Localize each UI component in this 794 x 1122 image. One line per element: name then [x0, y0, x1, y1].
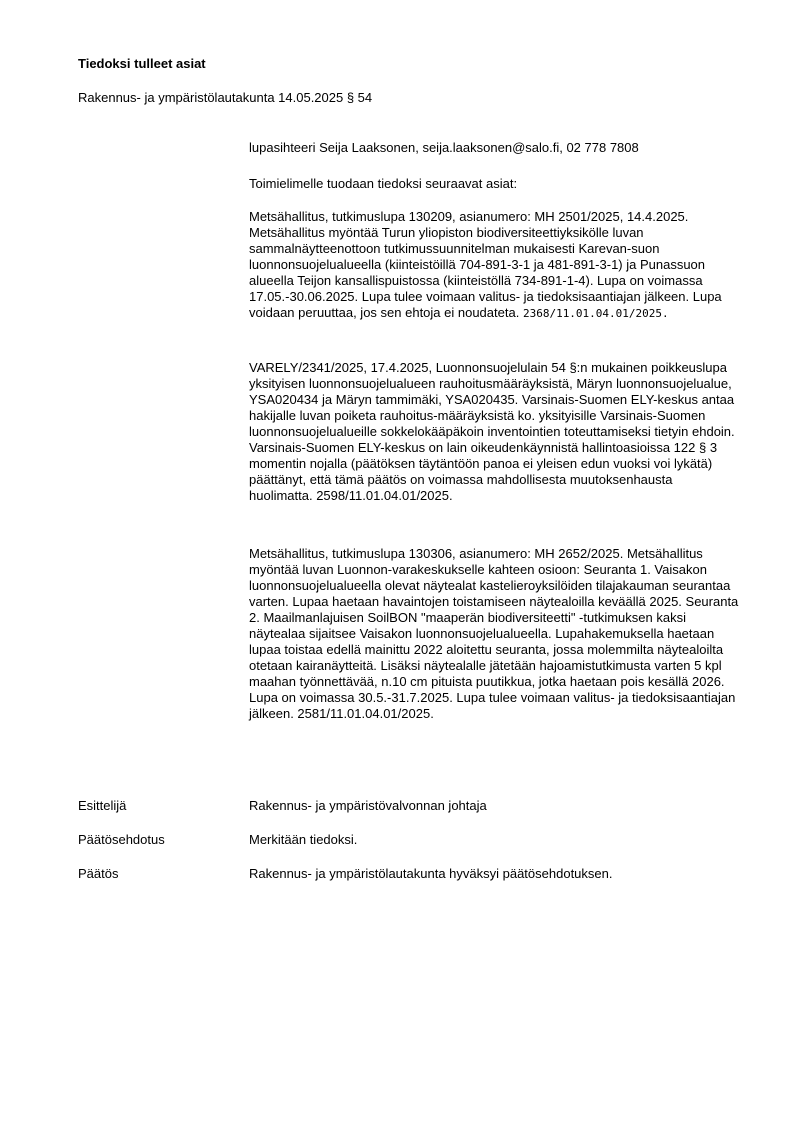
presenter-value: Rakennus- ja ympäristövalvonnan johtaja — [249, 798, 487, 813]
notice-item-1 — [249, 209, 739, 322]
notice-item-3: Metsähallitus, tutkimuslupa 130306, asianumero: MH 2652/2025. Metsähallitus myöntää luvan Luonnon-varakeskukselle kahteen osioon: Seuranta 1. Vaisakon luonnonsuojelualueella olevat näytealat kastelieroyksilöiden tilajakauman seurantaa varten. Lupaa haetaan havaintojen toistamiseen näytealoilla keväällä 2025. Seuranta 2. Maailmanlajuisen SoilBON "maaperän biodiversiteetti" -tutkimuksen kaksi näytealaa sijaitsee Vaisakon luonnonsuojelualueella. Lupahakemuksella haetaan lupaa toistaa edellä mainittu 2022 aloitettu seuranta, jossa molemmilta näytealoilta otetaan kairanäytteitä. Lisäksi näytealalle jätetään hajoamistutkimusta varten 5 kpl maahan työnnettävää, n.10 cm pituista puutikkua, jotka haetaan pois kesällä 2026. Lupa on voimassa 30.5.-31.7.2025. Lupa tulee voimaan valitus- ja tiedoksisaantiajan jälkeen. 2581/11.01.04.01/2025. — [249, 546, 739, 721]
notice-item-1-ref: 2368/11.01.04.01/2025. — [522, 307, 669, 320]
proposal-label: Päätösehdotus — [78, 832, 165, 847]
decision-value: Rakennus- ja ympäristölautakunta hyväksyi päätösehdotuksen. — [249, 866, 613, 881]
proposal-value: Merkitään tiedoksi. — [249, 832, 358, 847]
document-heading: Tiedoksi tulleet asiat — [78, 56, 206, 71]
contact-line: lupasihteeri Seija Laaksonen, seija.laaksonen@salo.fi, 02 778 7808 — [249, 140, 639, 155]
intro-text: Toimielimelle tuodaan tiedoksi seuraavat asiat: — [249, 176, 518, 191]
notice-item-1-text: Metsähallitus, tutkimuslupa 130209, asianumero: MH 2501/2025, 14.4.2025. Metsähallitus myöntää Turun yliopiston biodiversiteettiyksikölle luvan sammalnäytteenottoon tutkimussuunnitelman mukaisesti Karevan-suon luonnonsuojelualueella (kiinteistöillä 704-891-3-1 ja 481-891-3-1) ja Punassuon alueella Teijon kansallispuistossa (kiinteistöllä 734-891-1-4). Lupa on voimassa 17.05.-30.06.2025. Lupa tulee voimaan valitus- ja tiedoksisaantiajan jälkeen. Lupa voidaan peruuttaa, jos sen ehtoja ei noudateta. — [249, 209, 722, 320]
notice-item-2: VARELY/2341/2025, 17.4.2025, Luonnonsuojelulain 54 §:n mukainen poikkeuslupa yksityisen luonnonsuojelualueen rauhoitusmääräyksistä, Märyn luonnonsuojelualue, YSA020434 ja Märyn tammimäki, YSA020435. Varsinais-Suomen ELY-keskus antaa hakijalle luvan poiketa rauhoitus-määräyksistä ko. yksityisille Varsinais-Suomen luonnonsuojelualueille sokkelokääpäkoin inventointien toteuttamiseksi tietyin ehdoin. Varsinais-Suomen ELY-keskus on lain oikeudenkäynnistä hallintoasioissa 122 § 3 momentin nojalla (päätöksen täytäntöön panoa ei yleisen edun vuoksi voi lykätä) päättänyt, että tämä päätös on voimassa mahdollisesta muutoksenhausta huolimatta. 2598/11.01.04.01/2025. — [249, 360, 735, 503]
meeting-reference: Rakennus- ja ympäristölautakunta 14.05.2025 § 54 — [78, 90, 373, 105]
presenter-label: Esittelijä — [78, 798, 127, 813]
decision-label: Päätös — [78, 866, 119, 881]
